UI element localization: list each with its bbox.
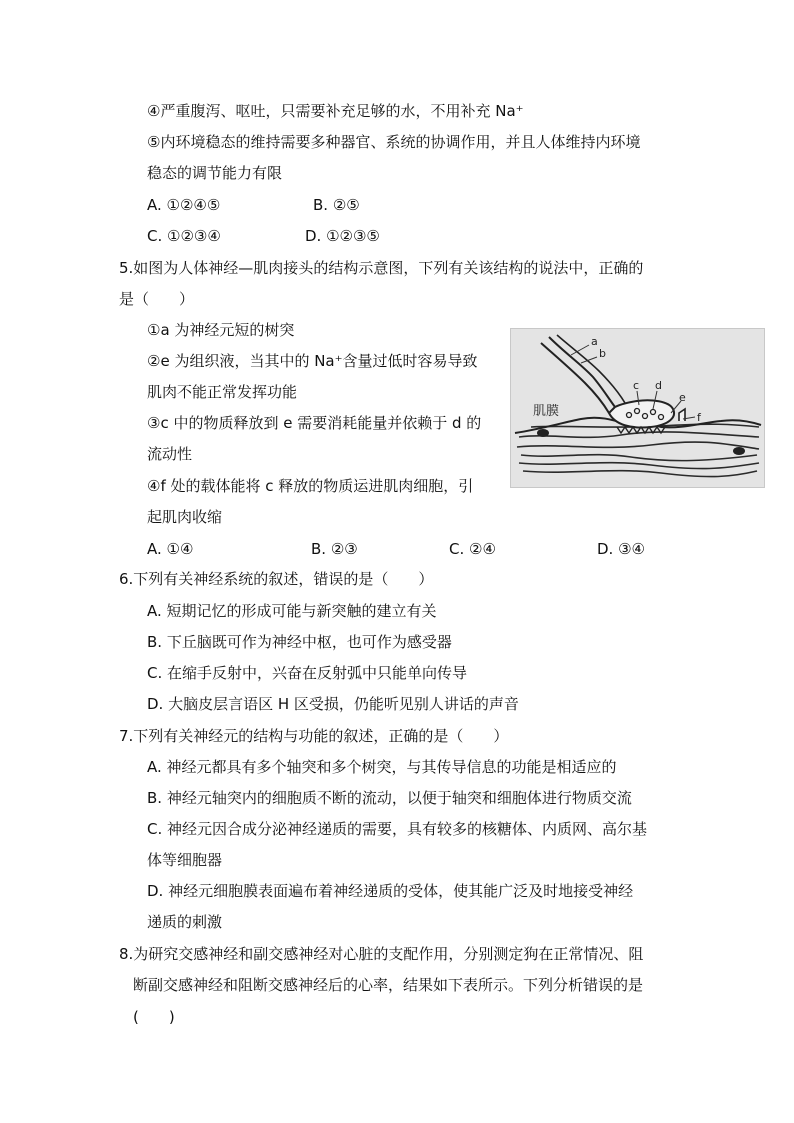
neuromuscular-junction-figure xyxy=(510,328,765,488)
q4-item-4: ④严重腹泻、呕吐，只需要补充足够的水，不用补充 Na⁺ xyxy=(147,102,524,120)
q5-item-4-line1: ④f 处的载体能将 c 释放的物质运进肌肉细胞，引 xyxy=(147,477,474,495)
q5-item-2-line2: 肌肉不能正常发挥功能 xyxy=(147,383,298,401)
nucleus xyxy=(537,429,549,437)
q4-item-5-line2: 稳态的调节能力有限 xyxy=(147,164,283,182)
q8-stem-line3: ( ) xyxy=(133,1008,175,1026)
label-f: f xyxy=(697,411,701,424)
q5-option-c[interactable]: C. ②④ xyxy=(449,540,496,558)
q5-stem-line2: 是（ ） xyxy=(119,290,195,308)
q5-option-a[interactable]: A. ①④ xyxy=(147,540,194,558)
q4-option-d[interactable]: D. ①②③⑤ xyxy=(305,227,380,245)
label-c: c xyxy=(633,379,640,392)
q5-item-2-line1: ②e 为组织液，当其中的 Na⁺含量过低时容易导致 xyxy=(147,352,478,370)
q7-option-d-line1[interactable]: D. 神经元细胞膜表面遍布着神经递质的受体，使其能广泛及时地接受神经 xyxy=(147,882,634,900)
q6-option-a[interactable]: A. 短期记忆的形成可能与新突触的建立有关 xyxy=(147,602,437,620)
q6-option-c[interactable]: C. 在缩手反射中，兴奋在反射弧中只能单向传导 xyxy=(147,664,468,682)
q5-stem-line1: 5.如图为人体神经—肌肉接头的结构示意图，下列有关该结构的说法中，正确的 xyxy=(119,259,644,277)
q5-option-b[interactable]: B. ②③ xyxy=(311,540,358,558)
q8-stem-line1: 8.为研究交感神经和副交感神经对心脏的支配作用，分别测定狗在正常情况、阻 xyxy=(119,945,644,963)
label-muscle-membrane: 肌膜 xyxy=(533,404,560,419)
label-e: e xyxy=(679,391,686,404)
label-a: a xyxy=(591,335,598,348)
q5-item-4-line2: 起肌肉收缩 xyxy=(147,508,223,526)
q5-option-d[interactable]: D. ③④ xyxy=(597,540,645,558)
q7-stem: 7.下列有关神经元的结构与功能的叙述，正确的是（ ） xyxy=(119,727,509,745)
nucleus xyxy=(733,447,745,455)
q8-stem-line2: 断副交感神经和阻断交感神经后的心率，结果如下表所示。下列分析错误的是 xyxy=(133,976,644,994)
axon-terminal xyxy=(609,400,674,427)
q4-option-c[interactable]: C. ①②③④ xyxy=(147,227,221,245)
q5-item-1: ①a 为神经元短的树突 xyxy=(147,321,295,339)
q7-option-c-line2: 体等细胞器 xyxy=(147,851,223,869)
q7-option-c-line1[interactable]: C. 神经元因合成分泌神经递质的需要，具有较多的核糖体、内质网、高尔基 xyxy=(147,820,648,838)
label-b: b xyxy=(599,347,606,360)
q6-option-b[interactable]: B. 下丘脑既可作为神经中枢，也可作为感受器 xyxy=(147,633,452,651)
q5-item-3-line1: ③c 中的物质释放到 e 需要消耗能量并依赖于 d 的 xyxy=(147,414,482,432)
q6-stem: 6.下列有关神经系统的叙述，错误的是（ ） xyxy=(119,570,434,588)
q6-option-d[interactable]: D. 大脑皮层言语区 H 区受损，仍能听见别人讲话的声音 xyxy=(147,695,519,713)
q4-option-b[interactable]: B. ②⑤ xyxy=(313,196,360,214)
q7-option-b[interactable]: B. 神经元轴突内的细胞质不断的流动，以便于轴突和细胞体进行物质交流 xyxy=(147,789,632,807)
q7-option-a[interactable]: A. 神经元都具有多个轴突和多个树突，与其传导信息的功能是相适应的 xyxy=(147,758,617,776)
q7-option-d-line2: 递质的刺激 xyxy=(147,913,223,931)
q4-item-5-line1: ⑤内环境稳态的维持需要多种器官、系统的协调作用，并且人体维持内环境 xyxy=(147,133,641,151)
label-d: d xyxy=(655,379,662,392)
q5-item-3-line2: 流动性 xyxy=(147,445,193,463)
neuromuscular-junction-diagram xyxy=(511,329,764,487)
q4-option-a[interactable]: A. ①②④⑤ xyxy=(147,196,221,214)
